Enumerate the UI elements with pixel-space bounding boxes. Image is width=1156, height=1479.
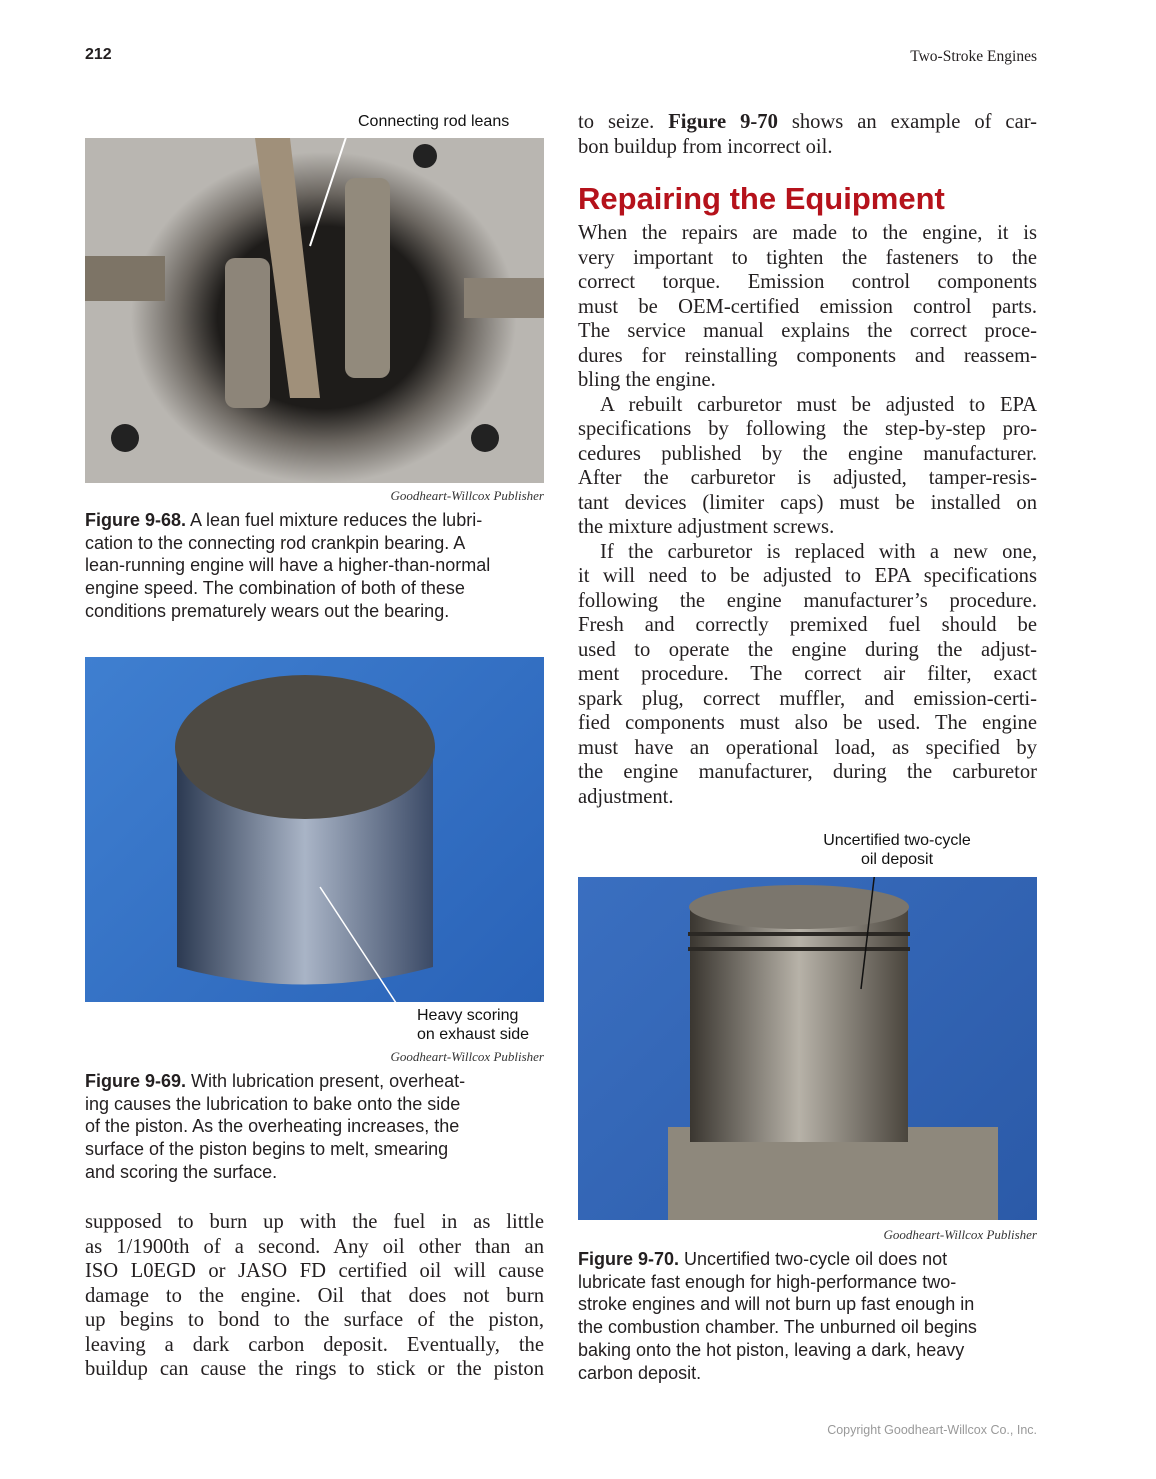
text-line: correct torque. Emission control components bbox=[578, 271, 1037, 293]
photo-credit: Goodheart-Willcox Publisher bbox=[883, 1227, 1037, 1242]
photo-credit: Goodheart-Willcox Publisher bbox=[390, 1049, 544, 1064]
figure-label: Figure 9-68. bbox=[85, 510, 187, 530]
caption-line: engine speed. The combination of both of these bbox=[85, 578, 465, 599]
caption-line: carbon deposit. bbox=[578, 1362, 702, 1383]
text-line: bling the engine. bbox=[578, 369, 716, 391]
text-line: following the engine manufacturer’s procedure. bbox=[578, 589, 1037, 612]
text-line: up begins to bond to the surface of the piston, bbox=[85, 1309, 544, 1331]
text-line: supposed to burn up with the fuel in as little bbox=[85, 1211, 544, 1233]
section-body bbox=[578, 221, 1037, 809]
text-line: Fresh and correctly premixed fuel should be bbox=[578, 614, 1037, 636]
text-line: leaving a dark carbon deposit. Eventually, the bbox=[85, 1333, 544, 1356]
caption-line: Uncertified two-cycle oil does not bbox=[684, 1249, 948, 1269]
figure-9-68-caption bbox=[85, 509, 544, 623]
callout-line: Uncertified two-cycle bbox=[823, 832, 971, 849]
text-line: it will need to be adjusted to EPA specifications bbox=[578, 565, 1037, 587]
caption-line: stroke engines and will not burn up fast enough in bbox=[578, 1294, 975, 1315]
text-line: used to operate the engine during the adjust- bbox=[578, 638, 1037, 661]
text-line: as 1/1900th of a second. Any oil other than an bbox=[85, 1235, 544, 1258]
copyright-footer: Copyright Goodheart-Willcox Co., Inc. bbox=[827, 1423, 1037, 1437]
section-heading: Repairing the Equipment bbox=[578, 181, 945, 216]
text-line: fied components must also be used. The engine bbox=[578, 712, 1037, 734]
text-line: must have an operational load, as specified by bbox=[578, 736, 1037, 759]
callout-line: on exhaust side bbox=[417, 1026, 530, 1043]
text-line: spark plug, correct muffler, and emission-certi- bbox=[578, 687, 1037, 710]
caption-line: conditions prematurely wears out the bearing. bbox=[85, 600, 450, 621]
text-line: damage to the engine. Oil that does not burn bbox=[85, 1284, 544, 1307]
figure-label: Figure 9-69. bbox=[85, 1071, 187, 1091]
callout-line: oil deposit bbox=[860, 851, 934, 868]
callout-oil-deposit bbox=[797, 831, 997, 869]
text-line: ISO L0EGD or JASO FD certified oil will cause bbox=[85, 1260, 544, 1282]
caption-line: With lubrication present, overheat- bbox=[191, 1071, 466, 1091]
text-line: When the repairs are made to the engine, it is bbox=[578, 222, 1037, 244]
text-line: dures for reinstalling components and reassem- bbox=[578, 344, 1037, 367]
figure-label: Figure 9-70. bbox=[578, 1249, 680, 1269]
text-line: The service manual explains the correct proce- bbox=[578, 320, 1037, 342]
figure-9-70-caption bbox=[578, 1248, 1037, 1384]
figure-9-70-photo bbox=[578, 877, 1037, 1220]
text-line: buildup can cause the rings to stick or the piston bbox=[85, 1358, 544, 1380]
text-line: the engine manufacturer, during the carburetor bbox=[578, 761, 1037, 783]
piston-illustration bbox=[85, 657, 544, 1002]
callout-connecting-rod: Connecting rod leans bbox=[358, 113, 510, 130]
caption-line: and scoring the surface. bbox=[85, 1161, 278, 1182]
text-line: adjustment. bbox=[578, 785, 674, 808]
text-line: cedures published by the engine manufacturer. bbox=[578, 442, 1037, 465]
page-number: 212 bbox=[85, 46, 112, 63]
caption-line: cation to the connecting rod crankpin bearing. A bbox=[85, 532, 466, 553]
body-text-left bbox=[85, 1210, 544, 1382]
callout-line: Heavy scoring bbox=[417, 1007, 519, 1024]
text-line: tant devices (limiter caps) must be installed on bbox=[578, 491, 1037, 514]
text-line: ment procedure. The correct air filter, exact bbox=[578, 663, 1037, 685]
caption-line: surface of the piston begins to melt, smearing bbox=[85, 1139, 449, 1160]
running-head: Two-Stroke Engines bbox=[910, 48, 1037, 65]
caption-line: ing causes the lubrication to bake onto the side bbox=[85, 1093, 461, 1114]
body-text-right-top bbox=[578, 110, 1037, 159]
text-line: the mixture adjustment screws. bbox=[578, 516, 835, 538]
callout-heavy-scoring bbox=[417, 1006, 529, 1044]
text-line: very important to tighten the fasteners to the bbox=[578, 246, 1037, 269]
caption-line: lean-running engine will have a higher-than-normal bbox=[85, 555, 491, 576]
figure-9-68-photo bbox=[85, 138, 544, 483]
crankcase-illustration bbox=[85, 138, 544, 483]
caption-line: of the piston. As the overheating increases, the bbox=[85, 1116, 460, 1137]
text-line: A rebuilt carburetor must be adjusted to EPA bbox=[600, 393, 1037, 416]
caption-line: baking onto the hot piston, leaving a dark, heavy bbox=[578, 1339, 965, 1360]
text-line: to seize. Figure 9-70 shows an example of car- bbox=[578, 111, 1038, 133]
text-line: If the carburetor is replaced with a new one, bbox=[600, 540, 1037, 563]
figure-9-69-caption bbox=[85, 1070, 544, 1184]
caption-line: lubricate fast enough for high-performance two- bbox=[578, 1271, 957, 1292]
caption-line: A lean fuel mixture reduces the lubri- bbox=[190, 510, 483, 530]
text-line: bon buildup from incorrect oil. bbox=[578, 135, 833, 158]
text-line: must be OEM-certified emission control parts. bbox=[578, 295, 1037, 318]
figure-9-69-photo bbox=[85, 657, 544, 1002]
text-line: specifications by following the step-by-step pro- bbox=[578, 418, 1037, 440]
photo-credit: Goodheart-Willcox Publisher bbox=[390, 488, 544, 503]
caption-line: the combustion chamber. The unburned oil begins bbox=[578, 1317, 977, 1338]
text-line: After the carburetor is adjusted, tamper-resis- bbox=[578, 467, 1037, 489]
piston-deposit-illustration bbox=[578, 877, 1037, 1220]
